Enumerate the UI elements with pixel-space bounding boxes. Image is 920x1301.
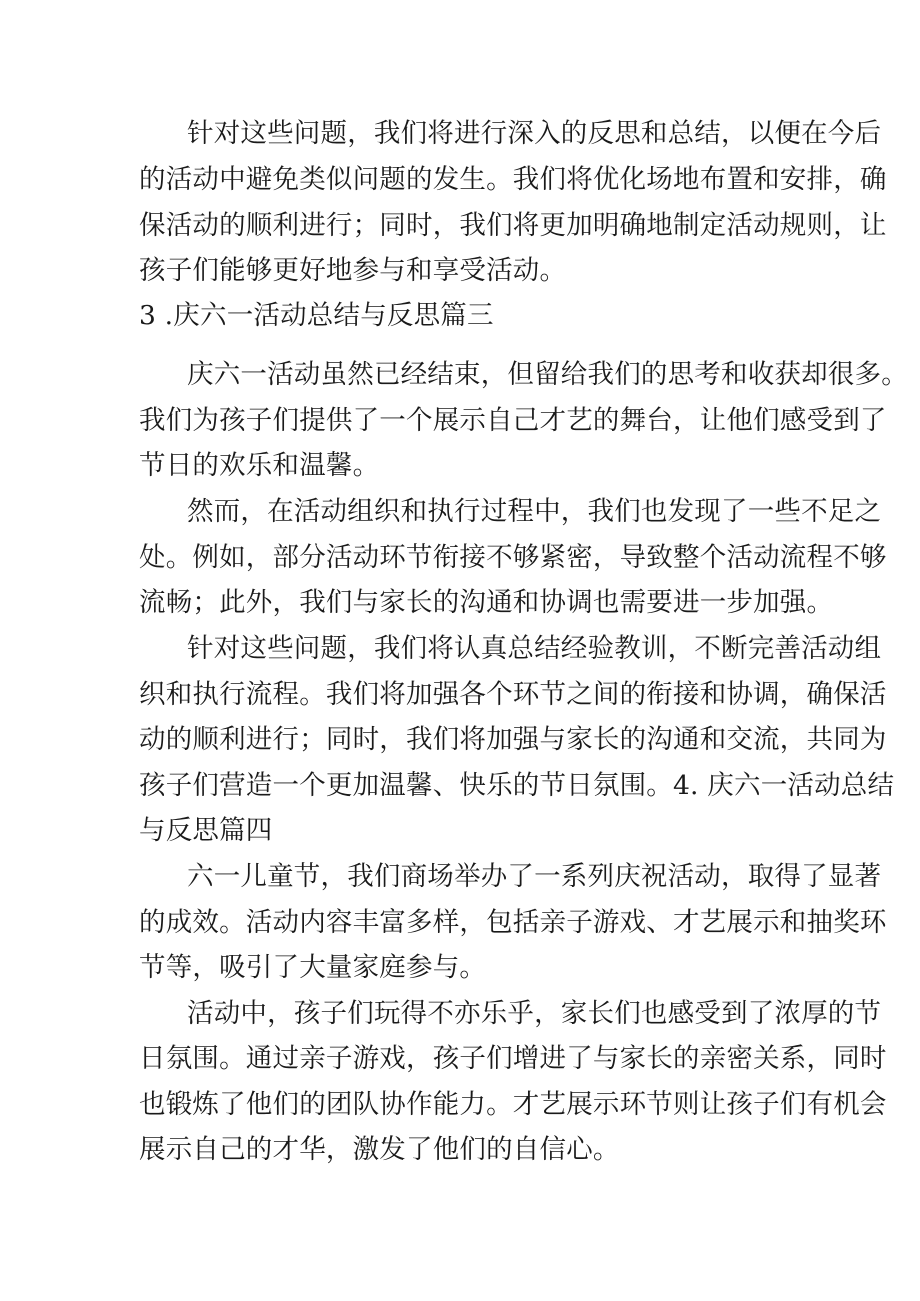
paragraph-line: 孩子们能够更好地参与和享受活动。 xyxy=(139,255,567,286)
paragraph-line: 日氛围。通过亲子游戏，孩子们增进了与家长的亲密关系，同时 xyxy=(139,1043,887,1074)
paragraph-line: 动的顺利进行；同时，我们将加强与家长的沟通和交流，共同为 xyxy=(139,724,887,755)
paragraph-line: 活动中，孩子们玩得不亦乐乎，家长们也感受到了浓厚的节 xyxy=(187,998,882,1029)
paragraph-line: 的成效。活动内容丰富多样，包括亲子游戏、才艺展示和抽奖环 xyxy=(139,907,887,938)
paragraph-line: 的活动中避免类似问题的发生。我们将优化场地布置和安排，确 xyxy=(139,164,887,195)
paragraph-line: 然而，在活动组织和执行过程中，我们也发现了一些不足之 xyxy=(187,496,882,527)
paragraph-line: 孩子们营造一个更加温馨、快乐的节日氛围。4. 庆六一活动总结 xyxy=(139,770,895,801)
paragraph-line: 节日的欢乐和温馨。 xyxy=(139,450,380,481)
paragraph-line: 展示自己的才华，激发了他们的自信心。 xyxy=(139,1134,620,1165)
paragraph-line: 织和执行流程。我们将加强各个环节之间的衔接和协调，确保活 xyxy=(139,679,887,710)
section-heading: 3 .庆六一活动总结与反思篇三 xyxy=(139,300,494,331)
paragraph-line: 流畅；此外，我们与家长的沟通和协调也需要进一步加强。 xyxy=(139,587,834,618)
paragraph-line: 针对这些问题，我们将进行深入的反思和总结，以便在今后 xyxy=(187,118,882,149)
paragraph-line: 处。例如，部分活动环节衔接不够紧密，导致整个活动流程不够 xyxy=(139,542,887,573)
paragraph-line: 也锻炼了他们的团队协作能力。才艺展示环节则让孩子们有机会 xyxy=(139,1089,887,1120)
paragraph-line: 节等，吸引了大量家庭参与。 xyxy=(139,952,487,983)
paragraph-line: 保活动的顺利进行；同时，我们将更加明确地制定活动规则，让 xyxy=(139,210,887,241)
section-heading: 与反思篇四 xyxy=(139,815,273,846)
paragraph-line: 庆六一活动虽然已经结束，但留给我们的思考和收获却很多。 xyxy=(187,359,908,390)
paragraph-line: 六一儿童节，我们商场举办了一系列庆祝活动，取得了显著 xyxy=(187,861,882,892)
paragraph-line: 针对这些问题，我们将认真总结经验教训，不断完善活动组 xyxy=(187,633,882,664)
paragraph-line: 我们为孩子们提供了一个展示自己才艺的舞台，让他们感受到了 xyxy=(139,405,887,436)
